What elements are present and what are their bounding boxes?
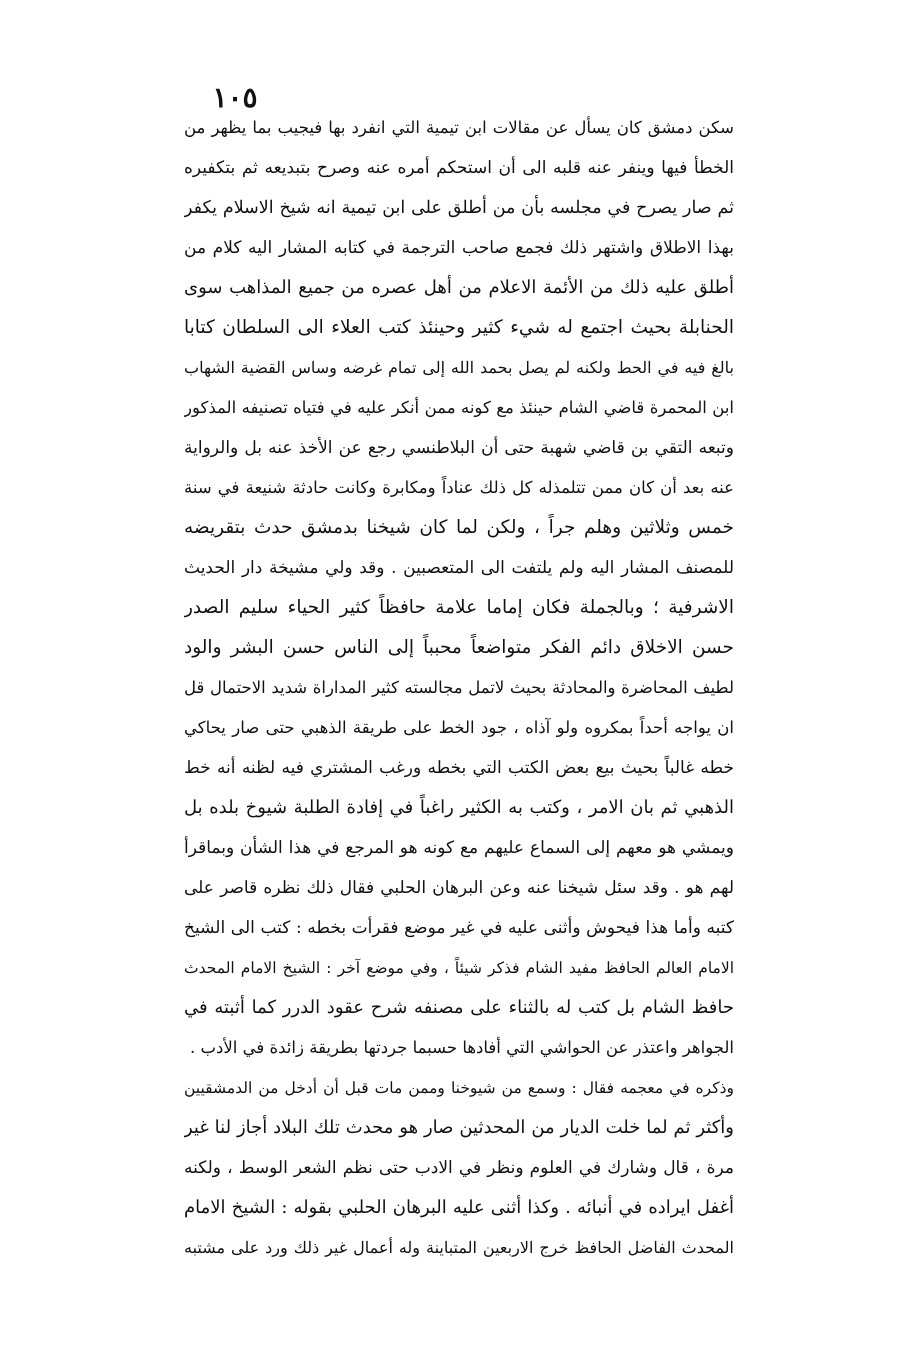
text-line: للمصنف المشار اليه ولم يلتفت الى المتعصبين . وقد ولي مشيخة دار الحديث (184, 558, 734, 578)
text-line: حسن الاخلاق دائم الفكر متواضعاً محبباً إلى الناس حسن البشر والود (184, 637, 734, 658)
text-line: وتبعه التقي بن قاضي شهبة حتى أن البلاطنسي رجع عن الأخذ عنه بل والرواية (184, 438, 734, 458)
text-line: الاشرفية ؛ وبالجملة فكان إماما علامة حافظاً كثير الحياء سليم الصدر (184, 597, 734, 618)
text-line: كتبه وأما هذا فيحوش وأثنى عليه في غير موضع فقرأت بخطه : كتب الى الشيخ (184, 918, 734, 938)
text-line: أطلق عليه ذلك من الأئمة الاعلام من أهل عصره من جميع المذاهب سوى (184, 277, 734, 298)
text-line: لطيف المحاضرة والمحادثة بحيث لاتمل مجالسته كثير المداراة شديد الاحتمال قل (184, 678, 734, 697)
text-line: خمس وثلاثين وهلم جراً ، ولكن لما كان شيخنا بدمشق حدث بتقريضه (184, 517, 734, 538)
text-line: الحنابلة بحيث اجتمع له شيء كثير وحينئذ كتب العلاء الى السلطان كتابا (184, 317, 734, 338)
text-line: الامام العالم الحافظ مفيد الشام فذكر شيئاً ، وفي موضع آخر : الشيخ الامام المحدث (184, 959, 734, 977)
text-line: خطه غالباً بحيث بيع بعض الكتب التي بخطه ورغب المشتري فيه لظنه أنه خط (184, 758, 734, 778)
text-line: حافظ الشام بل كتب له بالثناء على مصنفه شرح عقود الدرر كما أثبته في (184, 997, 734, 1018)
text-line: ثم صار يصرح في مجلسه بأن من أطلق على ابن تيمية انه شيخ الاسلام يكفر (184, 198, 734, 218)
text-line: الذهبي ثم بان الامر ، وكتب به الكثير راغباً في إفادة الطلبة شيوخ بلده بل (184, 797, 734, 818)
text-line: ان يواجه أحداً بمكروه ولو آذاه ، جود الخط على طريقة الذهبي حتى صار يحاكي (184, 718, 734, 737)
text-line: الخطأ فيها وينفر عنه قلبه الى أن استحكم أمره عنه وصرح بتبديعه ثم بتكفيره (184, 158, 734, 178)
text-line: عنه بعد أن كان ممن تتلمذله كل ذلك عناداً ومكابرة وكانت حادثة شنيعة في سنة (184, 478, 734, 497)
text-line: ابن المحمرة قاضي الشام حينئذ مع كونه ممن أنكر عليه في فتياه تصنيفه المذكور (184, 398, 734, 417)
page-number: ١٠٥ (212, 81, 258, 114)
text-line: بهذا الاطلاق واشتهر ذلك فجمع صاحب الترجمة في كتابه المشار اليه كلام من (184, 238, 734, 258)
text-line: سكن دمشق كان يسأل عن مقالات ابن تيمية التي انفرد بها فيجيب بما يظهر من (184, 118, 734, 137)
body-text (184, 108, 734, 1268)
text-line: بالغ فيه في الحط ولكنه لم يصل بحمد الله إلى تمام غرضه وساس القضية الشهاب (184, 358, 734, 377)
text-line: وذكره في معجمه فقال : وسمع من شيوخنا وممن مات قبل أن أدخل من الدمشقيين (184, 1079, 734, 1097)
text-line: مرة ، قال وشارك في العلوم ونظر في الادب حتى نظم الشعر الوسط ، ولكنه (184, 1158, 734, 1178)
text-line: أغفل ايراده في أنبائه . وكذا أثنى عليه البرهان الحلبي بقوله : الشيخ الامام (184, 1197, 734, 1218)
text-line: ويمشي هو معهم إلى السماع عليهم مع كونه هو المرجع في هذا الشأن وبماقرأ (184, 838, 734, 858)
text-line: المحدث الفاضل الحافظ خرج الاربعين المتباينة وله أعمال غير ذلك ورد على مشتبه (184, 1238, 734, 1257)
text-line: الجواهر واعتذر عن الحواشي التي أفادها حسبما جردتها بطريقة زائدة في الأدب . (190, 1038, 734, 1057)
text-line: وأكثر ثم لما خلت الديار من المحدثين صار هو محدث تلك البلاد أجاز لنا غير (184, 1117, 734, 1138)
text-line: لهم هو . وقد سئل شيخنا عنه وعن البرهان الحلبي فقال ذلك نظره قاصر على (184, 878, 734, 898)
